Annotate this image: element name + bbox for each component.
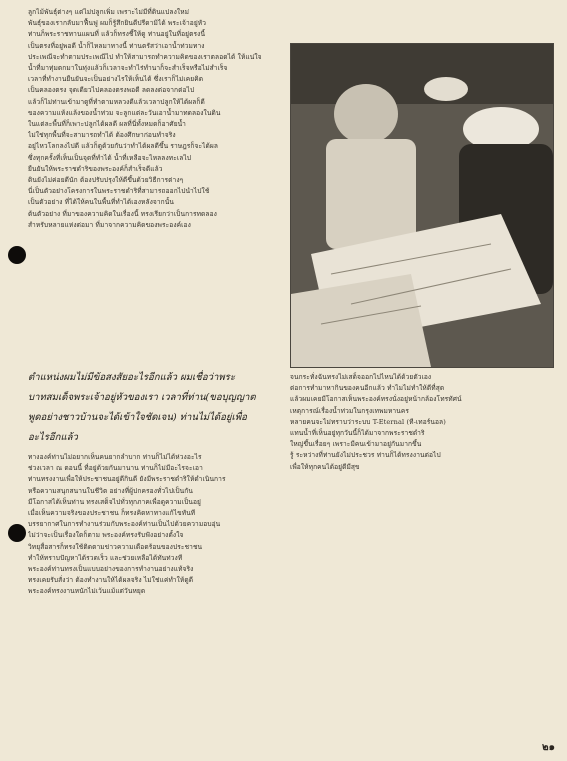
text-line: ท่านทรงงานเพื่อให้ประชาชนอยู่ดีกินดี ยังมีพระราชดำริให้ดำเนินการ xyxy=(28,475,226,484)
text-line: หลายคนจะไม่ทราบว่าระบบ T-Eternal (ที-เทอร์นอล) xyxy=(290,417,446,426)
text-line: ดินยังไม่ค่อยดีนัก ต้องปรับปรุงให้ดีขึ้นด้วยวิธีการต่างๆ xyxy=(28,176,184,185)
text-line: เหตุการณ์เรื่องน้ำท่วมในกรุงเทพมหานคร xyxy=(290,406,409,415)
text-line: เป็นตัวอย่าง ที่ได้ให้คนในพื้นที่ทำได้เองหลังจากนั้น xyxy=(28,198,174,207)
text-line: ทางองค์ท่านไม่อยากเห็นคนยากลำบาก ท่านก็ไม่ได้ห่วงอะไร xyxy=(28,453,202,461)
text-line: ของความแห้งแล้งของน้ำท่วม จะลูกแต่ละวันเอาน้ำมาทดลองในดิน xyxy=(28,108,221,117)
binder-hole-bottom xyxy=(8,524,26,542)
text-line: น้ำที่มาทุ่มตกมาในทุ่งแล้วก็เวลาจะทำไร่ทำนาก็จะสำเร็จหรือไม่สำเร็จ xyxy=(28,64,228,73)
text-line: วิทยุสื่อสารก็ทรงใช้ติดตามข่าวความเดือดร้อนของประชาชน xyxy=(28,542,203,551)
text-line: อยู่ไหวโลกลงไปดี แล้วก็ดูด้วยกันว่าทำได้ผลดีขึ้น ราษฎรก็จะได้ผล xyxy=(28,142,219,151)
quote-line: อะไรอีกแล้ว xyxy=(28,432,78,443)
text-line: บรรยากาศในการทำงานร่วมกับพระองค์ท่านเป็นไปด้วยความอบอุ่น xyxy=(28,520,221,529)
lower-left-text xyxy=(28,452,278,598)
text-line: พระองค์ท่านทรงเป็นแบบอย่างของการทำงานอย่างแท้จริง xyxy=(28,565,194,574)
text-line: เมื่อเห็นความจริงของประชาชน ก็ทรงคิดหาทางแก้ไขทันที xyxy=(28,509,196,518)
quote-line: บาทสมเด็จพระเจ้าอยู่หัวของเรา เวลาที่ท่าน(ขอบุญญาต xyxy=(28,392,256,403)
text-line: ต้นตัวอย่าง ที่มาของความคิดในเรื่องนี้ ทรงเรียกว่าเป็นการทดลอง xyxy=(28,209,217,218)
quote-line: ตำแหน่งผมไม่มีข้อสงสัยอะไรอีกแล้ว ผมเชื่อว่าพระ xyxy=(28,372,235,383)
text-line: พันธุ์ของเรากลับมาฟื้นฟู ผมก็รู้สึกยินดีปรีดามิได้ พระเจ้าอยู่หัว xyxy=(28,19,207,28)
text-line: สำหรับหลายแห่งต่อมา ที่มาจากความคิดของพระองค์เอง xyxy=(28,220,191,229)
text-line: ลูกไม้พันธุ์ต่างๆ แต่ไม่ปลูกเพิ่ม เพราะไม่มีที่ดินแปลงใหม่ xyxy=(28,8,190,16)
text-line: หรือความสนุกสนานในชีวิต อย่างที่ผู้ปกครองทั่วไปเป็นกัน xyxy=(28,486,193,495)
text-line: ต่อการทำมาหากินของคนอีกแล้ว ทำไมไม่ทำให้ดีที่สุด xyxy=(290,384,445,393)
text-line: แล้วก็ไม่ท่านเข้ามาดูที่ทำตามหลวงดีแล้วเวลาปลูกให้ได้ผลก็ดี xyxy=(28,97,205,106)
text-line: พระองค์ทรงงานหนักไม่เว้นแม้แต่วันหยุด xyxy=(28,587,146,596)
right-lower-text xyxy=(290,372,552,473)
text-line: จนกระทั่งฉันทรงไม่เสด็จออกไปไหนได้ด้วยตัวเอง xyxy=(290,373,432,381)
text-line: นี่เป็นตัวอย่างโครงการในพระราชดำริที่สามารถออกไปนำไปใช้ xyxy=(28,187,210,196)
text-line: เป็นคลองตรง จุดเดียวไปคลองตรงพอดี ลดลงต่อจากต่อไป xyxy=(28,86,195,95)
text-line: มีโอกาสได้เห็นท่าน ทรงเสด็จไปทั่วทุกภาคเพื่อดูความเป็นอยู่ xyxy=(28,497,201,506)
text-line: ไม่ใช่ทุกพื้นที่จะสามารถทำได้ ต้องศึกษาก่อนทำจริง xyxy=(28,131,176,140)
text-line: รู้ ระหว่างที่ท่านยังไม่ประชวร ท่านก็ได้ทรงงานต่อไป xyxy=(290,451,441,460)
photo-king-with-maps xyxy=(290,43,554,368)
text-line: ยืนยันให้พระราชดำริของพระองค์ก็สำเร็จดีแล้ว xyxy=(28,164,163,173)
text-line: ซึ่งทุกครั้งที่เห็นเป็นจุดที่ทำได้ น้ำที่เหลือจะไหลลงทะเลไป xyxy=(28,153,192,162)
text-line: ประเพณีจะทำตามประเพณีไป ทำให้สามารถทำความคิดของเราตลอดได้ ให้แน่ใจ xyxy=(28,52,262,61)
text-line: ช่วงเวลา ณ ตอนนี้ ที่อยู่ด้วยกันมานาน ท่านก็ไม่มีอะไรจะเอา xyxy=(28,464,203,473)
text-line: เป็นตรงที่อยู่พอดี น้ำก็ไหลมาทางนี้ ท่านตรัสว่าเอาน้ำท่วมทาง xyxy=(28,41,205,50)
text-line: เวลาที่ทำงานยืนยันจะเป็นอย่างไรให้เห็นได้ ซึ่งเราก็ไม่เคยคิด xyxy=(28,75,204,84)
text-line: ไม่ว่าจะเป็นเรื่องใดก็ตาม พระองค์ทรงรับฟังอย่างตั้งใจ xyxy=(28,531,184,540)
text-line: ทรงเคยรับสั่งว่า ต้องทำงานให้ได้ผลจริง ไม่ใช่แค่ทำให้ดูดี xyxy=(28,576,194,585)
left-column-text xyxy=(28,7,276,231)
binder-hole-top xyxy=(8,246,26,264)
text-line: ใหญ่ขึ้นเรื่อยๆ เพราะมีคนเข้ามาอยู่กันมากขึ้น xyxy=(290,440,422,449)
text-line: ในแต่ละพื้นที่ก็เพาะปลูกได้ผลดี ผลที่นี่ทั้งหมดก็อาศัยน้ำ xyxy=(28,120,186,129)
text-line: แทนน้ำที่เห็นอยู่ทุกวันนี้ก็ได้มาจากพระราชดำริ xyxy=(290,429,425,438)
text-line: ทำให้ทราบปัญหาได้รวดเร็ว และช่วยเหลือได้ทันท่วงที xyxy=(28,553,183,562)
page-number: ๒๑ xyxy=(542,742,555,753)
text-line: ท่านก็พระราชทานแผนที่ แล้วก็ทรงชี้ให้ดู ท่านอยู่ในที่อยู่ตรงนี้ xyxy=(28,30,206,39)
text-line: เพื่อให้ทุกคนได้อยู่ดีมีสุข xyxy=(290,462,360,471)
quote-line: พูดอย่างชาวบ้านจะได้เข้าใจชัดเจน) ท่านไม่ได้อยู่เพื่อ xyxy=(28,412,247,423)
photo-illustration xyxy=(291,44,553,367)
text-line: แล้วผมเคยมีโอกาสเห็นพระองค์ทรงนั่งอยู่หน้ากล้องโทรทัศน์ xyxy=(290,395,462,404)
